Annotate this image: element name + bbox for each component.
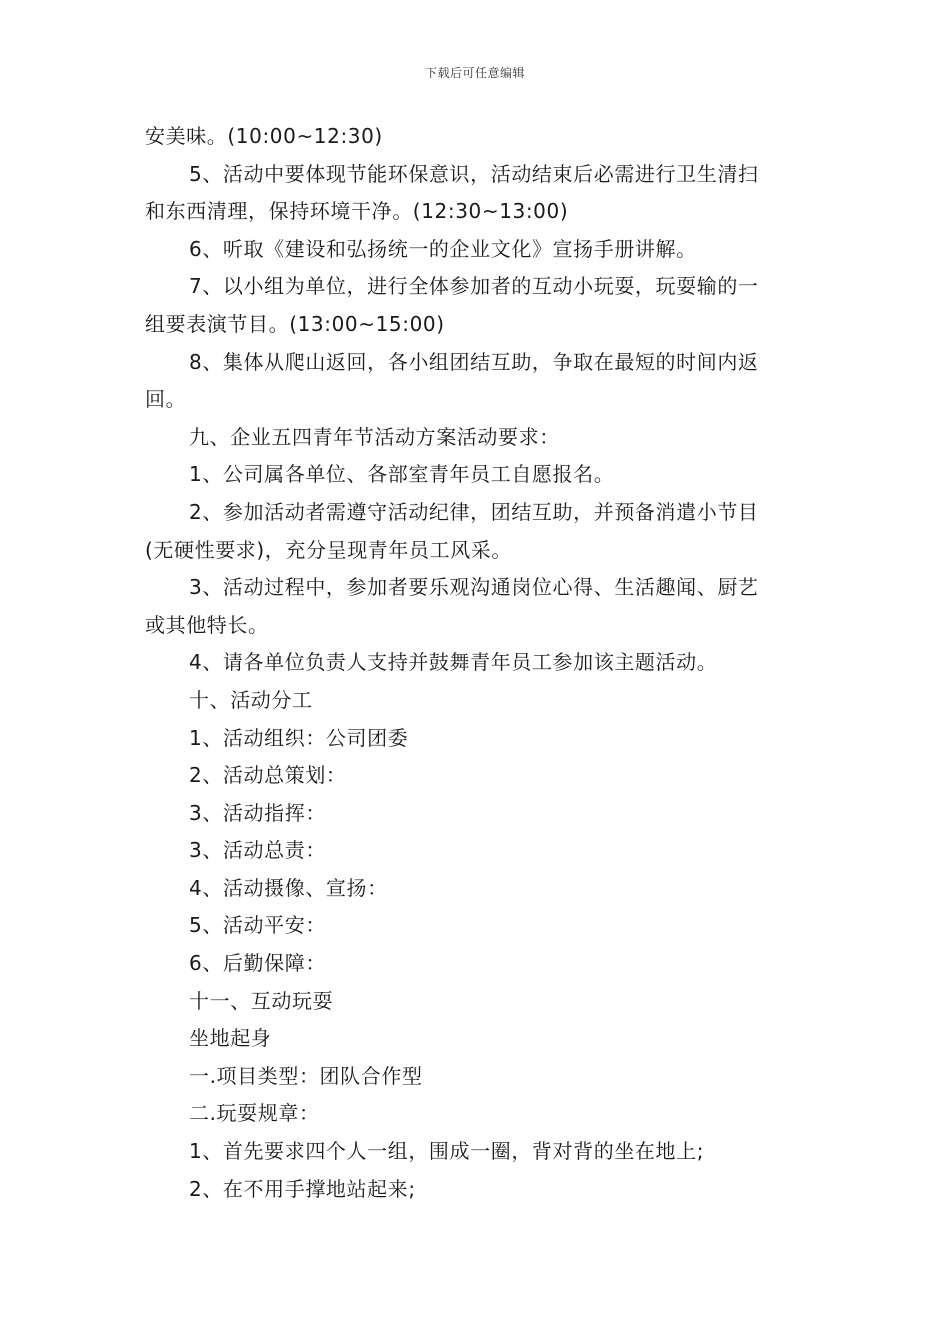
text-line: 回。 <box>145 387 187 412</box>
text-line: 或其他特长。 <box>145 612 269 637</box>
text-line: 2、参加活动者需遵守活动纪律，团结互助，并预备消遣小节目 <box>189 499 759 524</box>
text-line: 5、活动平安： <box>189 913 326 938</box>
text-line: 7、以小组为单位，进行全体参加者的互动小玩耍，玩耍输的一 <box>189 274 759 299</box>
text-line: 5、活动中要体现节能环保意识，活动结束后必需进行卫生清扫 <box>189 161 759 186</box>
text-line: 一.项目类型：团队合作型 <box>189 1063 423 1088</box>
text-line: 十、活动分工 <box>189 687 313 712</box>
text-line: 4、活动摄像、宣扬： <box>189 875 388 900</box>
document-body <box>145 118 807 1208</box>
text-line: 3、活动过程中，参加者要乐观沟通岗位心得、生活趣闻、厨艺 <box>189 575 759 600</box>
text-line: 1、公司属各单位、各部室青年员工自愿报名。 <box>189 462 615 487</box>
text-line: 8、集体从爬山返回，各小组团结互助，争取在最短的时间内返 <box>189 349 759 374</box>
text-line: 3、活动指挥： <box>189 800 326 825</box>
text-line: 组要表演节目。(13:00~15:00) <box>145 311 445 336</box>
text-line: 和东西清理，保持环境干净。(12:30~13:00) <box>145 199 569 224</box>
text-line: 4、请各单位负责人支持并鼓舞青年员工参加该主题活动。 <box>189 650 718 675</box>
text-line: 2、在不用手撑地站起来; <box>189 1176 416 1201</box>
text-line: 3、活动总责： <box>189 838 326 863</box>
text-line: 坐地起身 <box>189 1026 272 1051</box>
text-line: 二.玩耍规章： <box>189 1101 320 1126</box>
text-line: 1、活动组织：公司团委 <box>189 725 409 750</box>
text-line: 九、企业五四青年节活动方案活动要求： <box>189 424 560 449</box>
text-line: 6、听取《建设和弘扬统一的企业文化》宣扬手册讲解。 <box>189 236 697 261</box>
text-line: 1、首先要求四个人一组，围成一圈，背对背的坐在地上; <box>189 1139 705 1164</box>
text-line: 十一、互动玩耍 <box>189 988 334 1013</box>
text-line: 安美味。(10:00~12:30) <box>145 124 383 148</box>
text-line: 6、后勤保障： <box>189 951 326 976</box>
text-line: (无硬性要求)，充分呈现青年员工风采。 <box>145 537 513 562</box>
page-header: 下载后可任意编辑 <box>424 66 525 80</box>
text-line: 2、活动总策划： <box>189 763 347 788</box>
